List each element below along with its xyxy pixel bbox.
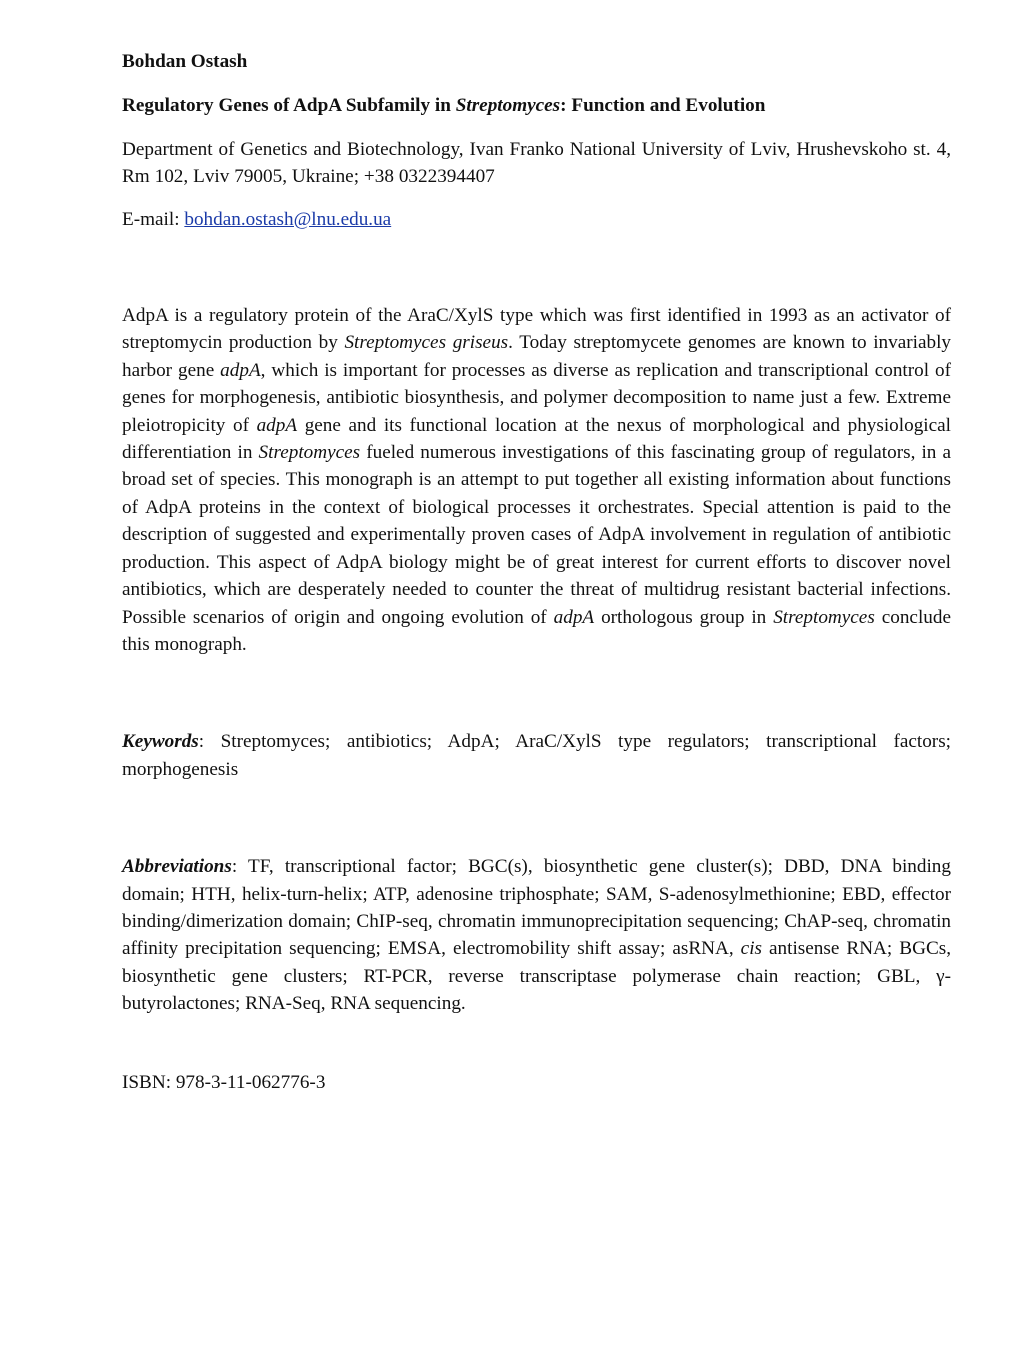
document-page bbox=[122, 48, 951, 1096]
abstract-italic: adpA bbox=[256, 414, 298, 436]
affiliation: Department of Genetics and Biotechnology, Ivan Franko National University of Lviv, Hrushevskoho st. 4, Rm 102, Lviv 79005, Ukraine; +38 0322394407 bbox=[122, 138, 951, 188]
email-label: E-mail: bbox=[122, 208, 185, 230]
abstract-text: fueled numerous investigations of this fascinating group of regulators, in a broad set of species. This monograph is an attempt to put together all existing information about functions of AdpA proteins in the context of biological processes it orchestrates. Special attention is paid to the description of suggested and experimentally proven cases of AdpA involvement in regulation of antibiotic production. This aspect of AdpA biology might be of great interest for current efforts to discover novel antibiotics, which are desperately needed to counter the threat of multidrug resistant bacterial infections. Possible scenarios of origin and ongoing evolution of bbox=[122, 442, 952, 628]
email-link[interactable]: bohdan.ostash@lnu.edu.ua bbox=[184, 208, 392, 230]
abstract-italic: adpA bbox=[553, 606, 595, 628]
abstract-text: conclude this monograph. bbox=[122, 606, 951, 655]
abstract-italic: Streptomyces griseus bbox=[344, 332, 509, 354]
abstract-paragraph bbox=[122, 302, 951, 658]
abstract-text: orthologous group in bbox=[594, 606, 774, 628]
abstract-text: AdpA is a regulatory protein of the AraC/XylS type which was first identified in 1993 as an activator of streptomycin production by bbox=[122, 305, 951, 354]
email-line bbox=[122, 206, 951, 233]
title-text: Regulatory Genes of AdpA Subfamily in bbox=[122, 95, 456, 117]
abstract-italic: Streptomyces bbox=[773, 606, 875, 628]
document-title bbox=[122, 92, 951, 119]
isbn: ISBN: 978-3-11-062776-3 bbox=[122, 1071, 326, 1093]
abstract-italic: adpA bbox=[220, 359, 261, 381]
title-subtitle: : Function and Evolution bbox=[560, 95, 766, 117]
author-name: Bohdan Ostash bbox=[122, 51, 248, 72]
abstract-text: . Today streptomycete genomes are known to invariably harbor gene bbox=[122, 332, 951, 381]
keywords-label: Keywords bbox=[122, 731, 199, 753]
abbreviations-text: antisense RNA; BGCs, biosynthetic gene clusters; RT-PCR, reverse transcriptase polymerase chain reaction; GBL, γ-butyrolactones; RNA-Seq, RNA sequencing. bbox=[122, 938, 952, 1015]
abstract-text: , which is important for processes as diverse as replication and transcriptional control of genes for morphogenesis, antibiotic biosynthesis, and polymer decomposition to name just a few. Extreme pleiotropicity of bbox=[122, 359, 951, 436]
abbreviations-text: : TF, transcriptional factor; BGC(s), biosynthetic gene cluster(s); DBD, DNA binding domain; HTH, helix-turn-helix; ATP, adenosine triphosphate; SAM, S-adenosylmethionine; EBD, effector binding/dimerization domain; ChIP-seq, chromatin immunoprecipitation sequencing; ChAP-seq, chromatin affinity precipitation sequencing; EMSA, electromobility shift assay; asRNA, bbox=[122, 856, 951, 960]
title-genus: Streptomyces bbox=[455, 95, 561, 117]
abbreviations-italic: cis bbox=[740, 938, 762, 960]
abstract-italic: Streptomyces bbox=[258, 442, 361, 464]
keywords-paragraph bbox=[122, 728, 951, 783]
keywords-text: : Streptomyces; antibiotics; AdpA; AraC/XylS type regulators; transcriptional factors; morphogenesis bbox=[122, 731, 951, 780]
abstract-text: gene and its functional location at the nexus of morphological and physiological differentiation in bbox=[122, 414, 951, 464]
abbreviations-paragraph bbox=[122, 853, 951, 1017]
abbreviations-label: Abbreviations bbox=[122, 856, 232, 878]
